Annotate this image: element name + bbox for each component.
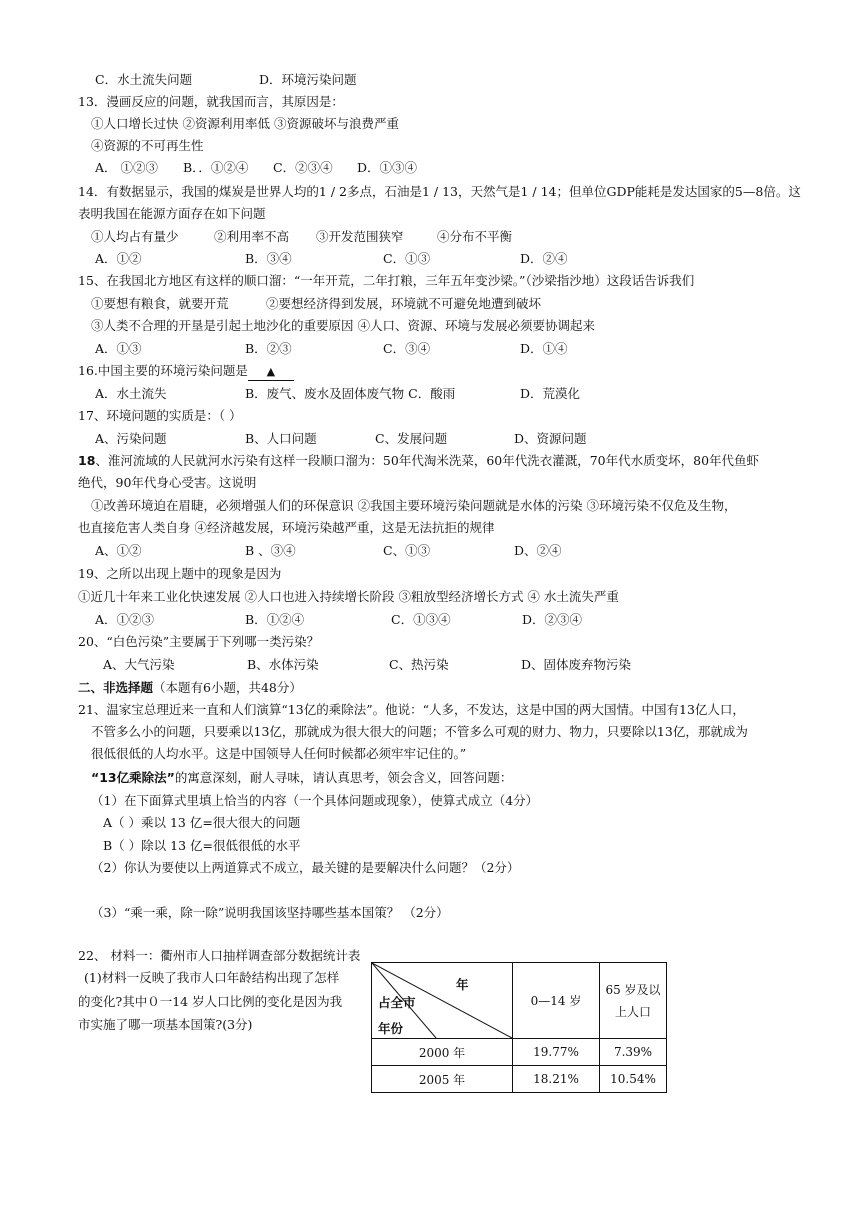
q22-heading: 22、 材料一：衢州市人口抽样调查部分数据统计表 [78,948,361,963]
q21-part-3: （3）“乘一乘，除一除”说明我国该坚持哪些基本国策？ （2分） [91,905,449,920]
corner-label-year: 年 [456,977,469,992]
q17-option-d: D、资源问题 [514,431,587,446]
q20-option-a: A、大气污染 [103,657,175,672]
q22-text-1: (1)材料一反映了我市人口年龄结构出现了怎样 [84,970,340,985]
q20-stem: 20、“白色污染”主要属于下列哪一类污染？ [78,634,320,649]
q18-option-c: C、①③ [383,543,431,558]
q15-option-c: C．③④ [383,341,431,356]
q20-option-d: D、固体废弃物污染 [521,657,632,672]
table-row [372,1039,667,1066]
q13-option-c: C．②③④ [273,160,333,175]
q16-answer-blank[interactable]: ▲ [248,363,294,381]
q19-option-d: D．②③④ [522,612,583,627]
col-header-0-14: 0—14 岁 [513,963,600,1039]
q13-items-2: ④资源的不可再生性 [91,138,204,153]
table-cell-0-14: 18.21% [513,1066,600,1093]
q18-items-1: ①改善环境迫在眉睫，必须增强人们的环保意识 ②我国主要环境污染问题就是水体的污染 ③环境污染不仅危及生物， [91,498,737,513]
q21-part-1: （1）在下面算式里填上恰当的内容（一个具体问题或现象），使算式成立（4分） [91,793,539,808]
q14-stem-2: 表明我国在能源方面存在如下问题 [78,206,266,221]
q22-text-2: 的变化?其中０一14 岁人口比例的变化是因为我 [78,994,343,1009]
q17-option-b: B、人口问题 [245,431,317,446]
population-stats-table [371,962,667,1093]
q12-option-c: C．水土流失问题 [95,72,193,87]
q15-item-2: ②要想经济得到发展，环境就不可避免地遭到破坏 [266,296,542,311]
q15-item-1: ①要想有粮食，就要开荒 [91,296,229,311]
col-header-65-plus: 65 岁及以 上人口 [600,963,667,1039]
q14-option-b: B．③④ [245,251,292,266]
table-cell-65-plus: 7.39% [600,1039,667,1066]
q14-option-c: C．①③ [383,251,431,266]
q19-option-a: A．①②③ [95,612,155,627]
q22-text-3: 市实施了哪一项基本国策?(3分) [78,1017,253,1032]
q15-option-d: D．①④ [520,341,568,356]
q13-option-b: B．．①②④ [183,160,249,175]
q14-option-a: A．①② [95,251,142,266]
table-cell-year: 2000 年 [372,1039,513,1066]
table-cell-65-plus: 10.54% [600,1066,667,1093]
table-header-row [372,963,667,1039]
q21-line-3: 很低很低的人均水平。这是中国领导人任何时候都必须牢牢记住的。” [91,746,467,761]
table-cell-0-14: 19.77% [513,1039,600,1066]
q17-option-c: C、发展问题 [375,431,448,446]
q15-option-a: A．①③ [95,341,142,356]
q21-part-2: （2）你认为要使以上两道算式不成立，最关键的是要解决什么问题？（2分） [91,860,520,875]
q19-option-b: B．①②④ [245,612,305,627]
q21-formula-a: A（ ）乘以 13 亿=很大很大的问题 [103,815,301,830]
q19-items: ①近几十年来工业化快速发展 ②人口也进入持续增长阶段 ③粗放型经济增长方式 ④ 水土流失严重 [78,589,619,604]
q13-items-1: ①人口增长过快 ②资源利用率低 ③资源破坏与浪费严重 [91,116,399,131]
section-2-note: （本题有6小题，共48分） [153,680,302,695]
q14-item-2: ②利用率不高 [214,229,290,244]
section-2-heading [78,680,302,696]
q16-stem: 16.中国主要的环境污染问题是 ▲ [78,363,294,381]
q13-option-d: D．①③④ [357,160,418,175]
q14-option-d: D．②④ [520,251,568,266]
table-corner-cell [372,963,513,1039]
q16-option-b-c: B．废气、废水及固体废气物 C．酸雨 [245,386,456,401]
q12-option-d: D．环境污染问题 [259,72,357,87]
table-cell-year: 2005 年 [372,1066,513,1093]
section-2-title: 二、非选择题 [78,680,154,695]
q14-item-3: ③开发范围狭窄 [316,229,404,244]
q15-option-b: B．②③ [245,341,292,356]
q18-option-d: D、②④ [514,543,562,558]
q20-option-b: B、水体污染 [247,657,319,672]
q18-stem-1: 18、淮河流域的人民就河水污染有这样一段顺口溜为：50年代淘米洗菜，60年代洗衣灌溉，70年代水质变坏，80年代鱼虾 [78,453,760,468]
q16-option-d: D．荒漠化 [520,386,581,401]
q21-line-4: “13亿乘除法”的寓意深刻，耐人寻味，请认真思考，领会含义，回答问题： [91,770,513,785]
q15-items-3-4: ③人类不合理的开垦是引起土地沙化的重要原因 ④人口、资源、环境与发展必须要协调起来 [91,318,595,333]
q19-stem: 19、之所以出现上题中的现象是因为 [78,566,282,581]
q21-formula-b: B（ ）除以 13 亿=很低很低的水平 [103,838,301,853]
q13-stem: 13．漫画反应的问题，就我国而言，其原因是： [78,94,344,109]
q18-stem-2: 绝代，90年代身心受害。这说明 [78,475,257,490]
q18-option-a: A、①② [95,543,142,558]
q21-line-1: 21、温家宝总理近来一直和人们演算“13亿的乘除法”。他说：“人多，不发达，这是中国的两大国情。中国有13亿人口， [78,702,745,717]
table-row [372,1066,667,1093]
q13-option-a: A． ①②③ [95,160,159,175]
q18-option-b: B 、③④ [245,543,296,558]
q16-option-a: A．水土流失 [95,386,167,401]
corner-label-years: 年份 [378,1021,404,1036]
q14-item-1: ①人均占有量少 [91,229,179,244]
q17-option-a: A、污染问题 [95,431,167,446]
q14-stem-1: 14．有数据显示，我国的煤炭是世界人均的1 / 2多点，石油是1 / 13，天然气是1 / 14；但单位GDP能耗是发达国家的5—8倍。这 [78,184,801,199]
q20-option-c: C、热污染 [389,657,449,672]
q15-stem: 15、在我国北方地区有这样的顺口溜：“一年开荒，二年打粮，三年五年变沙梁。”（沙梁指沙地）这段话告诉我们 [78,273,695,288]
q18-items-2: 也直接危害人类自身 ④经济越发展，环境污染越严重，这是无法抗拒的规律 [78,520,495,535]
corner-label-share: 占全市 [378,995,416,1010]
q17-stem: 17、环境问题的实质是：（ ） [78,408,242,423]
q14-item-4: ④分布不平衡 [437,229,513,244]
q21-line-2: 不管多么小的问题，只要乘以13亿，那就成为很大很大的问题；不管多么可观的财力、物力，只要除以13亿，那就成为 [91,724,748,739]
q19-option-c: C．①③④ [391,612,451,627]
